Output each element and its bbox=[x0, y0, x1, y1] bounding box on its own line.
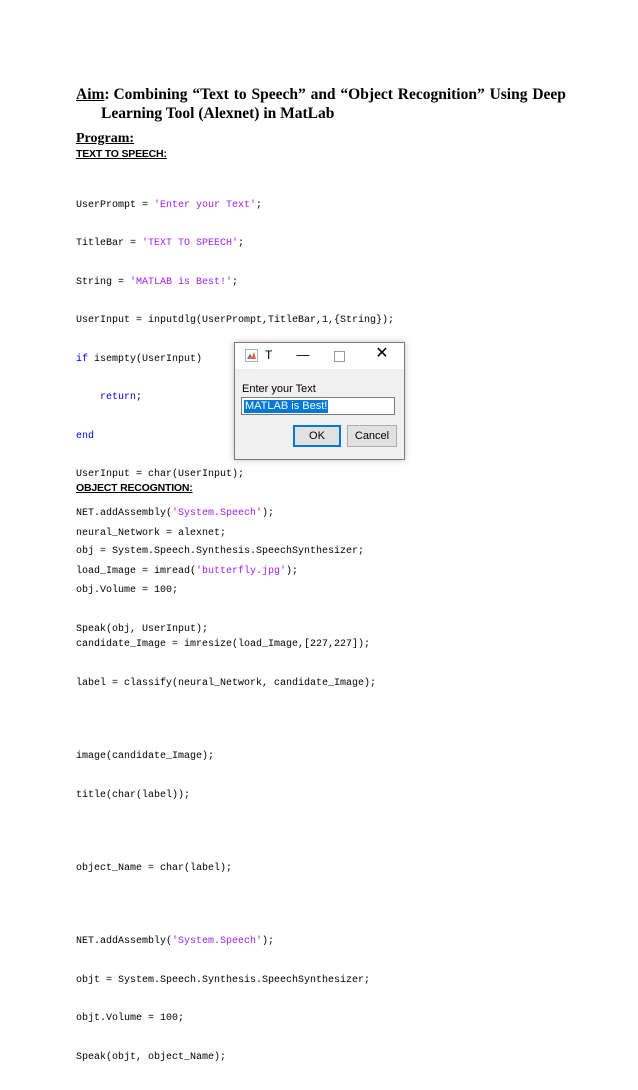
blank-line bbox=[76, 717, 376, 726]
section-heading-text-to-speech: TEXT TO SPEECH: bbox=[76, 148, 167, 160]
code-line: objt = System.Speech.Synthesis.SpeechSynthesizer; bbox=[76, 974, 371, 986]
dialog-title: T bbox=[265, 348, 273, 362]
ok-button[interactable]: OK bbox=[293, 425, 341, 447]
dialog-titlebar bbox=[235, 343, 404, 369]
code-line: String = 'MATLAB is Best!'; bbox=[76, 276, 239, 288]
blank-line bbox=[76, 605, 376, 614]
minimize-button[interactable]: — bbox=[296, 347, 310, 362]
aim-heading bbox=[76, 85, 566, 123]
code-line: objt.Volume = 100; bbox=[76, 1013, 185, 1025]
code-line: title(char(label)); bbox=[76, 789, 191, 801]
code-line: Speak(obj, UserInput); bbox=[76, 623, 209, 635]
code-line: UserInput = inputdlg(UserPrompt,TitleBar,1,{String}); bbox=[76, 315, 395, 327]
code-line: Speak(objt, object_Name); bbox=[76, 1051, 227, 1063]
blank-line bbox=[76, 901, 376, 910]
code-line: obj = System.Speech.Synthesis.SpeechSynthesizer; bbox=[76, 546, 365, 558]
code-line: neural_Network = alexnet; bbox=[76, 527, 227, 539]
code-line: end bbox=[76, 430, 95, 442]
code-line: if isempty(UserInput) bbox=[76, 353, 203, 365]
code-line: return; bbox=[100, 392, 143, 404]
aim-label: Aim bbox=[76, 86, 105, 103]
aim-word: Recognition” bbox=[397, 86, 485, 103]
code-block-object-recognition bbox=[76, 502, 376, 1090]
aim-word: Speech” bbox=[251, 86, 306, 103]
close-button[interactable]: ✕ bbox=[375, 345, 389, 362]
code-line: NET.addAssembly('System.Speech'); bbox=[76, 936, 275, 948]
maximize-icon bbox=[334, 351, 345, 362]
code-line: UserPrompt = 'Enter your Text'; bbox=[76, 199, 263, 211]
blank-line bbox=[76, 828, 376, 837]
aim-word: : Combining bbox=[104, 86, 188, 103]
aim-word: Using bbox=[489, 86, 528, 103]
code-line: obj.Volume = 100; bbox=[76, 585, 179, 596]
input-dialog bbox=[234, 342, 405, 460]
aim-word: “Object bbox=[340, 86, 393, 103]
code-line: object_Name = char(label); bbox=[76, 862, 233, 874]
aim-line-2: Learning Tool (Alexnet) in MatLab bbox=[101, 105, 335, 122]
aim-word: Deep bbox=[532, 86, 566, 103]
matlab-icon bbox=[245, 349, 258, 362]
aim-word: “Text bbox=[192, 86, 229, 103]
code-line: TitleBar = 'TEXT TO SPEECH'; bbox=[76, 238, 245, 250]
code-line: load_Image = imread('butterfly.jpg'); bbox=[76, 566, 299, 578]
code-line: candidate_Image = imresize(load_Image,[227,227]); bbox=[76, 639, 371, 651]
aim-word: and bbox=[310, 86, 336, 103]
code-line: UserInput = char(UserInput); bbox=[76, 469, 245, 481]
selected-input-text: MATLAB is Best! bbox=[245, 400, 328, 412]
program-heading: Program: bbox=[76, 131, 135, 146]
aim-word: to bbox=[233, 86, 247, 103]
code-line: label = classify(neural_Network, candidate_Image); bbox=[76, 677, 377, 689]
section-heading-object-recognition: OBJECT RECOGNTION: bbox=[76, 482, 193, 494]
code-line: image(candidate_Image); bbox=[76, 751, 215, 763]
maximize-button[interactable] bbox=[332, 346, 346, 364]
code-line: NET.addAssembly('System.Speech'); bbox=[76, 507, 275, 519]
cancel-button[interactable]: Cancel bbox=[347, 425, 397, 447]
dialog-prompt: Enter your Text bbox=[242, 383, 316, 395]
text-input[interactable] bbox=[241, 397, 395, 415]
